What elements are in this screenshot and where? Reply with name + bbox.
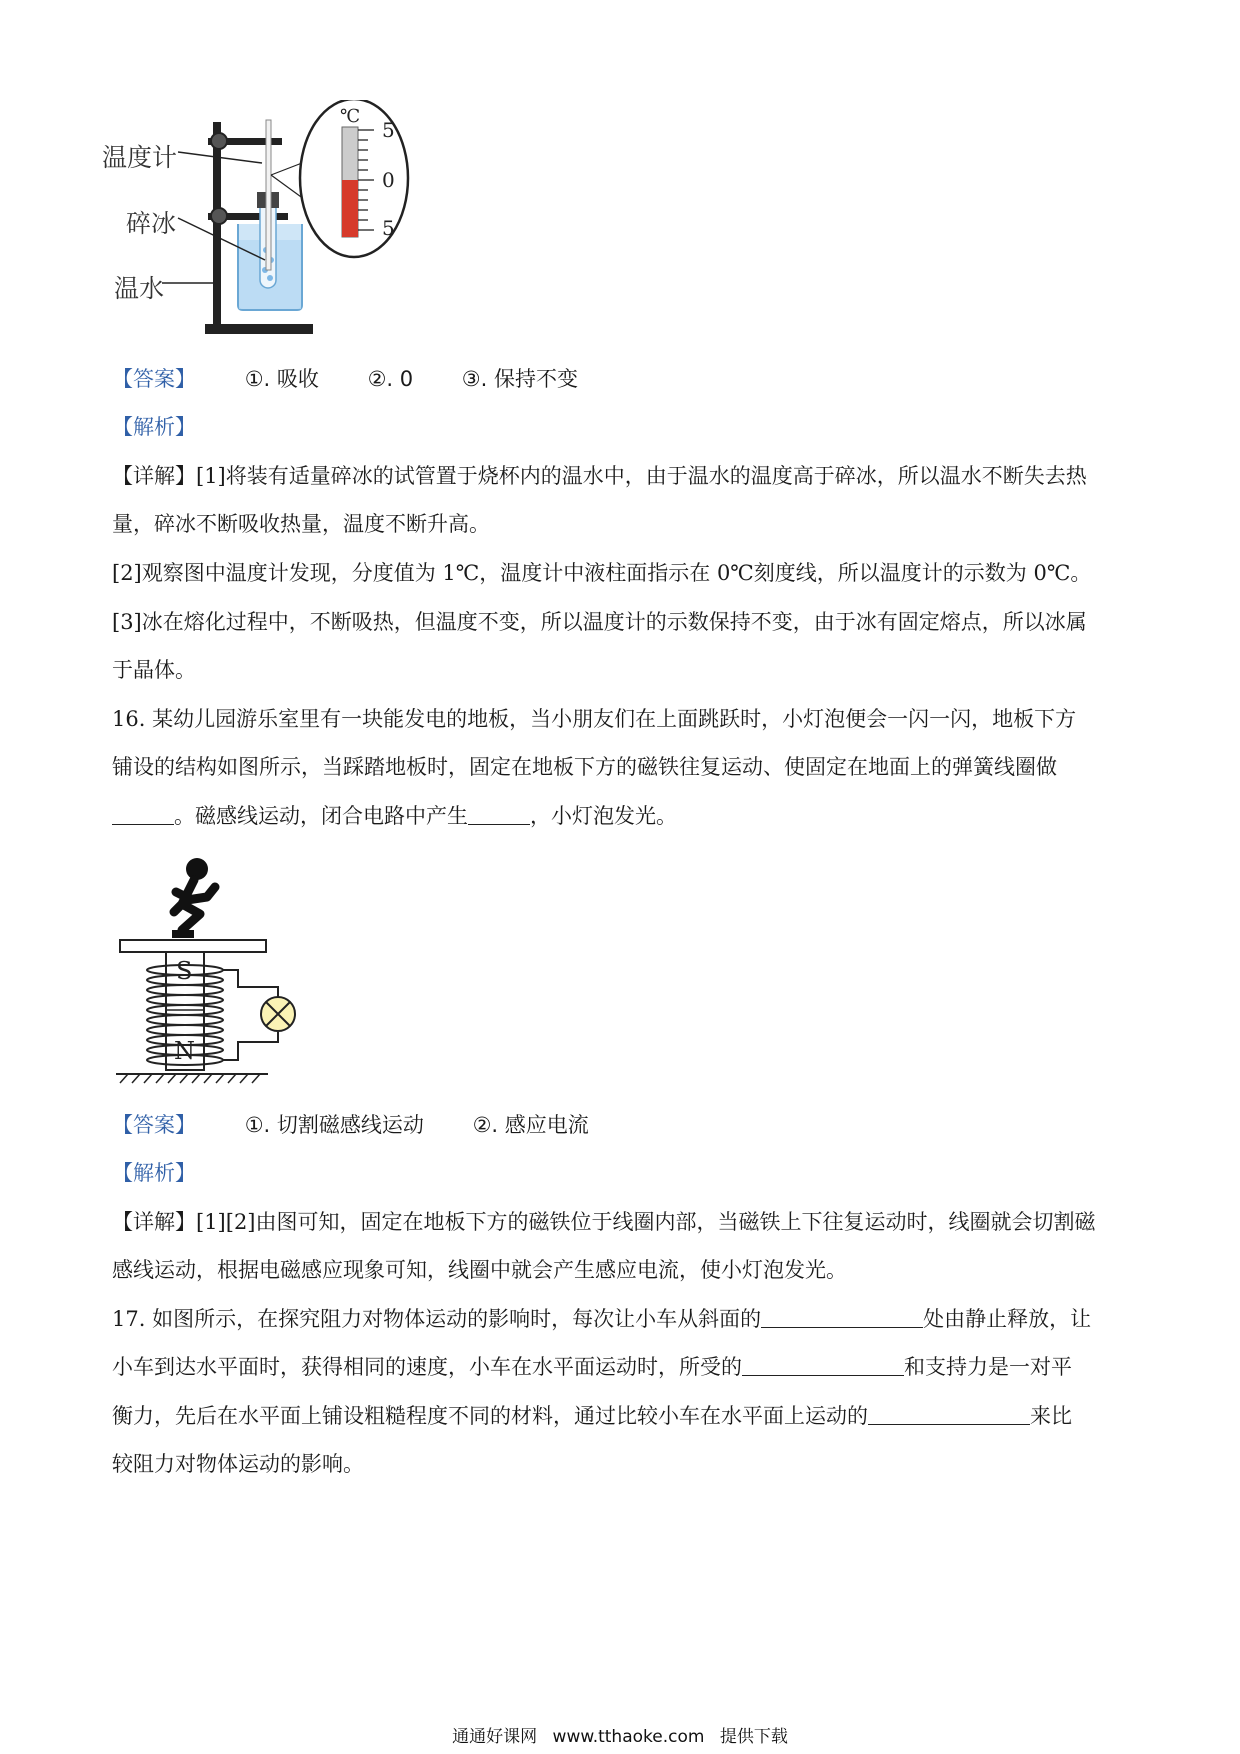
stem-text: 来比: [1030, 1404, 1072, 1428]
q16-stem-line: 铺设的结构如图所示，当踩踏地板时，固定在地板下方的磁铁往复运动、使固定在地面上的弹簧线圈做: [112, 755, 1057, 779]
scale-tick-label: 5: [382, 216, 395, 240]
answer-item: ②. 0: [367, 367, 414, 391]
q17-stem-line: 较阻力对物体运动的影响。: [112, 1452, 364, 1476]
magnet-pole-s: S: [176, 957, 193, 985]
q16-detail-line: [112, 1207, 1132, 1237]
answer-blank[interactable]: [761, 1305, 923, 1328]
q15-detail-line: 量，碎冰不断吸收热量，温度不断升高。: [112, 512, 490, 536]
footer-site-name: 通通好课网: [452, 1727, 538, 1747]
stem-text: 处由静止释放，让: [923, 1307, 1092, 1331]
analysis-tag: 【解析】: [112, 415, 196, 439]
label-warm-water: 温水: [114, 274, 165, 303]
generator-floor-figure: [112, 852, 352, 1088]
stem-text: 小车到达水平面时，获得相同的速度，小车在水平面运动时，所受的: [112, 1355, 742, 1379]
stem-text: ，小灯泡发光。: [530, 804, 677, 828]
zoom-liquid-column: [342, 180, 358, 237]
detail-tag: 【详解】: [112, 464, 196, 488]
q17-stem-line: [112, 1352, 1132, 1382]
person-feet: [172, 930, 194, 938]
person-body: [174, 880, 215, 930]
thermometer-apparatus-figure: [100, 100, 470, 350]
q15-analysis-line: [112, 412, 1132, 442]
wire-bottom: [223, 1032, 278, 1060]
ice-piece: [267, 275, 273, 281]
label-crushed-ice: 碎冰: [126, 209, 177, 238]
scale-unit: ℃: [340, 106, 361, 127]
thermometer-stem: [266, 120, 271, 270]
answer-tag: 【答案】: [112, 1113, 196, 1137]
label-thermometer: 温度计: [102, 143, 178, 172]
stem-text: 17. 如图所示，在探究阻力对物体运动的影响时，每次让小车从斜面的: [112, 1307, 762, 1331]
stem-text: 。磁感线运动，闭合电路中产生: [174, 804, 468, 828]
q15-detail-line: [112, 461, 1132, 491]
q16-detail-line: 感线运动，根据电磁感应现象可知，线圈中就会产生感应电流，使小灯泡发光。: [112, 1258, 847, 1282]
q15-detail-line: [2]观察图中温度计发现，分度值为 1℃，温度计中液柱面指示在 0℃刻度线，所以温度计的示数为 0℃。: [112, 561, 1092, 585]
detail-text: [1][2]由图可知，固定在地板下方的磁铁位于线圈内部，当磁铁上下往复运动时，线圈就会切割磁: [196, 1210, 1096, 1234]
magnet-pole-n: N: [174, 1037, 195, 1065]
generator-diagram: [112, 852, 352, 1088]
floor-board: [120, 940, 266, 952]
answer-item: ②. 感应电流: [472, 1113, 589, 1137]
analysis-tag: 【解析】: [112, 1161, 196, 1185]
answer-item: ③. 保持不变: [461, 367, 578, 391]
callout-line: [271, 163, 302, 175]
stem-text: 和支持力是一对平: [904, 1355, 1072, 1379]
answer-item: ①. 切割磁感线运动: [244, 1113, 424, 1137]
detail-text: [1]将装有适量碎冰的试管置于烧杯内的温水中，由于温水的温度高于碎冰，所以温水不断失去热: [196, 464, 1087, 488]
answer-blank[interactable]: [112, 802, 174, 825]
page-footer: [0, 1722, 1240, 1747]
q15-answer-line: [112, 364, 1132, 394]
q16-analysis-line: [112, 1158, 1132, 1188]
scale-tick-label: 0: [382, 168, 395, 192]
upper-clamp-knob: [211, 133, 227, 149]
q15-detail-line: 于晶体。: [112, 658, 196, 682]
answer-blank[interactable]: [868, 1402, 1030, 1425]
scale-tick-label: 5: [382, 118, 395, 142]
q15-detail-line: [3]冰在熔化过程中，不断吸热，但温度不变，所以温度计的示数保持不变，由于冰有固定熔点，所以冰属: [112, 610, 1087, 634]
stem-text: 衡力，先后在水平面上铺设粗糙程度不同的材料，通过比较小车在水平面上运动的: [112, 1404, 868, 1428]
ground-hatching: [120, 1074, 260, 1083]
lower-clamp-knob: [211, 208, 227, 224]
answer-tag: 【答案】: [112, 367, 196, 391]
answer-blank[interactable]: [468, 802, 530, 825]
footer-url[interactable]: www.tthaoke.com: [552, 1727, 705, 1747]
stand-base: [205, 324, 313, 334]
detail-tag: 【详解】: [112, 1210, 196, 1234]
q16-stem-line: 16. 某幼儿园游乐室里有一块能发电的地板，当小朋友们在上面跳跃时，小灯泡便会一闪一闪，地板下方: [112, 707, 1077, 731]
answer-item: ①. 吸收: [244, 367, 319, 391]
q17-stem-line: [112, 1304, 1132, 1334]
q17-stem-line: [112, 1401, 1132, 1431]
answer-blank[interactable]: [742, 1353, 904, 1376]
footer-suffix: 提供下载: [719, 1727, 788, 1747]
q16-stem-line: [112, 801, 1132, 831]
q16-answer-line: [112, 1110, 1132, 1140]
